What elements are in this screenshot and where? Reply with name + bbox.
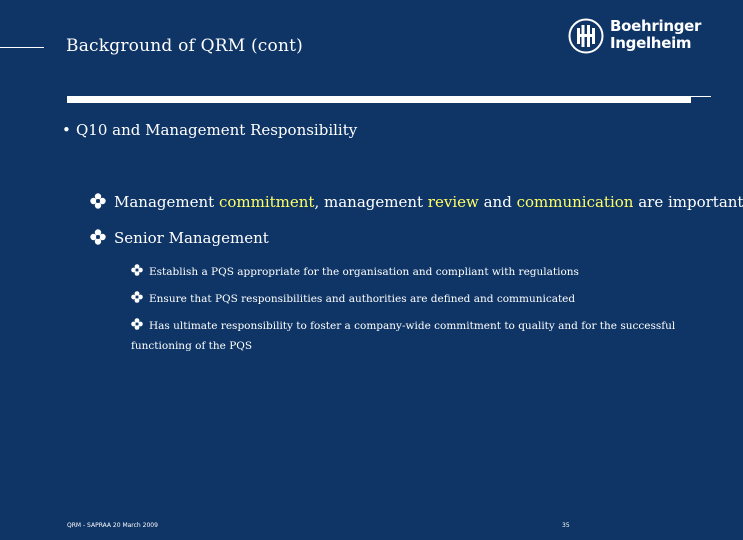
diamond-bullet-icon [131, 291, 143, 303]
diamond-bullet-icon [131, 318, 143, 330]
commitment-text-3: and [478, 193, 517, 211]
sub-sub-bullet-ensure [131, 289, 676, 309]
diamond-bullet-icon [90, 193, 106, 209]
responsibility-text: Has ultimate responsibility to foster a company-wide commitment to quality and for the successful functioning of the PQS [131, 320, 676, 352]
logo-line-1: Boehringer [610, 17, 702, 35]
company-logo [568, 17, 702, 58]
bullet-marker: • [62, 121, 71, 139]
senior-management-text: Senior Management [114, 229, 269, 247]
diamond-bullet-icon [90, 229, 106, 245]
ensure-text: Ensure that PQS responsibilities and authorities are defined and communicated [149, 293, 576, 305]
title-rule [0, 47, 44, 48]
logo-text [610, 18, 701, 52]
bullet-q10 [62, 121, 357, 139]
page-number: 35 [562, 522, 570, 529]
diamond-bullet-icon [131, 264, 143, 276]
review-highlight: review [427, 193, 479, 211]
sub-bullet-commitment [90, 193, 743, 211]
sub-sub-bullet-responsibility [131, 316, 676, 356]
bullet-q10-text: Q10 and Management Responsibility [76, 121, 358, 139]
sub-bullet-senior-management [90, 229, 269, 247]
commitment-highlight: commitment [218, 193, 315, 211]
title-band [67, 96, 691, 103]
footer-text: QRM - SAPRAA 20 March 2009 [67, 522, 158, 529]
commitment-text-2: , management [314, 193, 428, 211]
title-band-tail [691, 96, 711, 97]
commitment-text-1: Management [114, 193, 219, 211]
slide-title: Background of QRM (cont) [66, 36, 303, 56]
commitment-text-4: are important [633, 193, 743, 211]
establish-text: Establish a PQS appropriate for the organisation and compliant with regulations [149, 266, 579, 278]
sub-sub-bullet-establish [131, 262, 676, 282]
logo-line-2: Ingelheim [610, 34, 692, 52]
communication-highlight: communication [516, 193, 634, 211]
boehringer-logo-icon [568, 18, 604, 54]
